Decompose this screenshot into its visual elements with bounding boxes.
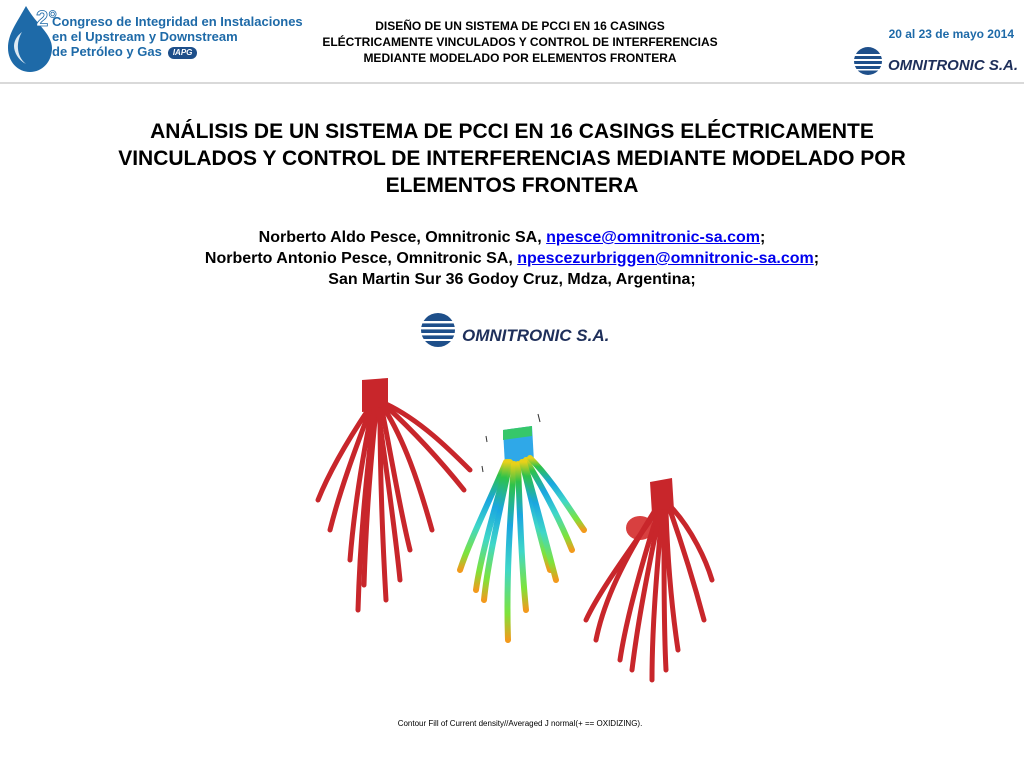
- right-casing-cluster: [586, 478, 712, 680]
- event-date: 20 al 23 de mayo 2014: [888, 27, 1014, 41]
- omnitronic-main-logo-text: OMNITRONIC S.A.: [462, 326, 610, 345]
- header-title-line-3: MEDIANTE MODELADO POR ELEMENTOS FRONTERA: [363, 51, 677, 65]
- header-divider: [0, 82, 1024, 84]
- header-title: [310, 18, 730, 66]
- left-casing-cluster: [318, 378, 470, 610]
- figure-caption: Contour Fill of Current density//Averaged J normal(+ == OXIDIZING).: [397, 719, 643, 728]
- paper-title-line-1: ANÁLISIS DE UN SISTEMA DE PCCI EN 16 CASINGS ELÉCTRICAMENTE: [150, 120, 874, 143]
- author-address: San Martin Sur 36 Godoy Cruz, Mdza, Argentina;: [328, 271, 696, 288]
- author-2-email-link[interactable]: npescezurbriggen@omnitronic-sa.com: [517, 250, 814, 267]
- page-header: [0, 0, 1024, 82]
- author-2-name: Norberto Antonio Pesce, Omnitronic SA,: [204, 250, 518, 267]
- congress-line-1: Congreso de Integridad en Instalaciones: [52, 14, 303, 29]
- author-line-2: [40, 248, 984, 269]
- author-line-1: [40, 227, 984, 248]
- casing-contour-figure: [300, 370, 740, 710]
- iapg-badge: IAPG: [168, 47, 198, 59]
- congress-number: 2°: [36, 6, 58, 31]
- header-title-line-2: ELÉCTRICAMENTE VINCULADOS Y CONTROL DE INTERFERENCIAS: [322, 35, 718, 49]
- paper-title-line-2: VINCULADOS Y CONTROL DE INTERFERENCIAS MEDIANTE MODELADO POR: [118, 147, 906, 170]
- author-2-suffix: ;: [813, 250, 820, 267]
- omnitronic-header-logo-text: OMNITRONIC S.A.: [888, 57, 1018, 74]
- author-1-email-link[interactable]: npesce@omnitronic-sa.com: [546, 229, 760, 246]
- author-1-suffix: ;: [760, 229, 766, 246]
- omnitronic-globe-icon: [853, 47, 883, 75]
- congress-line-3: [52, 44, 303, 59]
- header-title-line-1: DISEÑO DE UN SISTEMA DE PCCI EN 16 CASINGS: [375, 19, 665, 33]
- middle-casing-cluster: [460, 426, 584, 640]
- paper-title: [40, 118, 984, 199]
- authors-block: [40, 227, 984, 290]
- omnitronic-main-globe-icon: [420, 313, 456, 347]
- congress-line-3-text: de Petróleo y Gas: [52, 44, 162, 59]
- omnitronic-main-logo: [416, 312, 616, 348]
- omnitronic-header-logo: [850, 46, 1020, 76]
- author-1-name: Norberto Aldo Pesce, Omnitronic SA,: [258, 229, 547, 246]
- congress-line-2: en el Upstream y Downstream: [52, 29, 238, 44]
- congress-name: [52, 14, 303, 59]
- paper-title-line-3: ELEMENTOS FRONTERA: [385, 174, 639, 197]
